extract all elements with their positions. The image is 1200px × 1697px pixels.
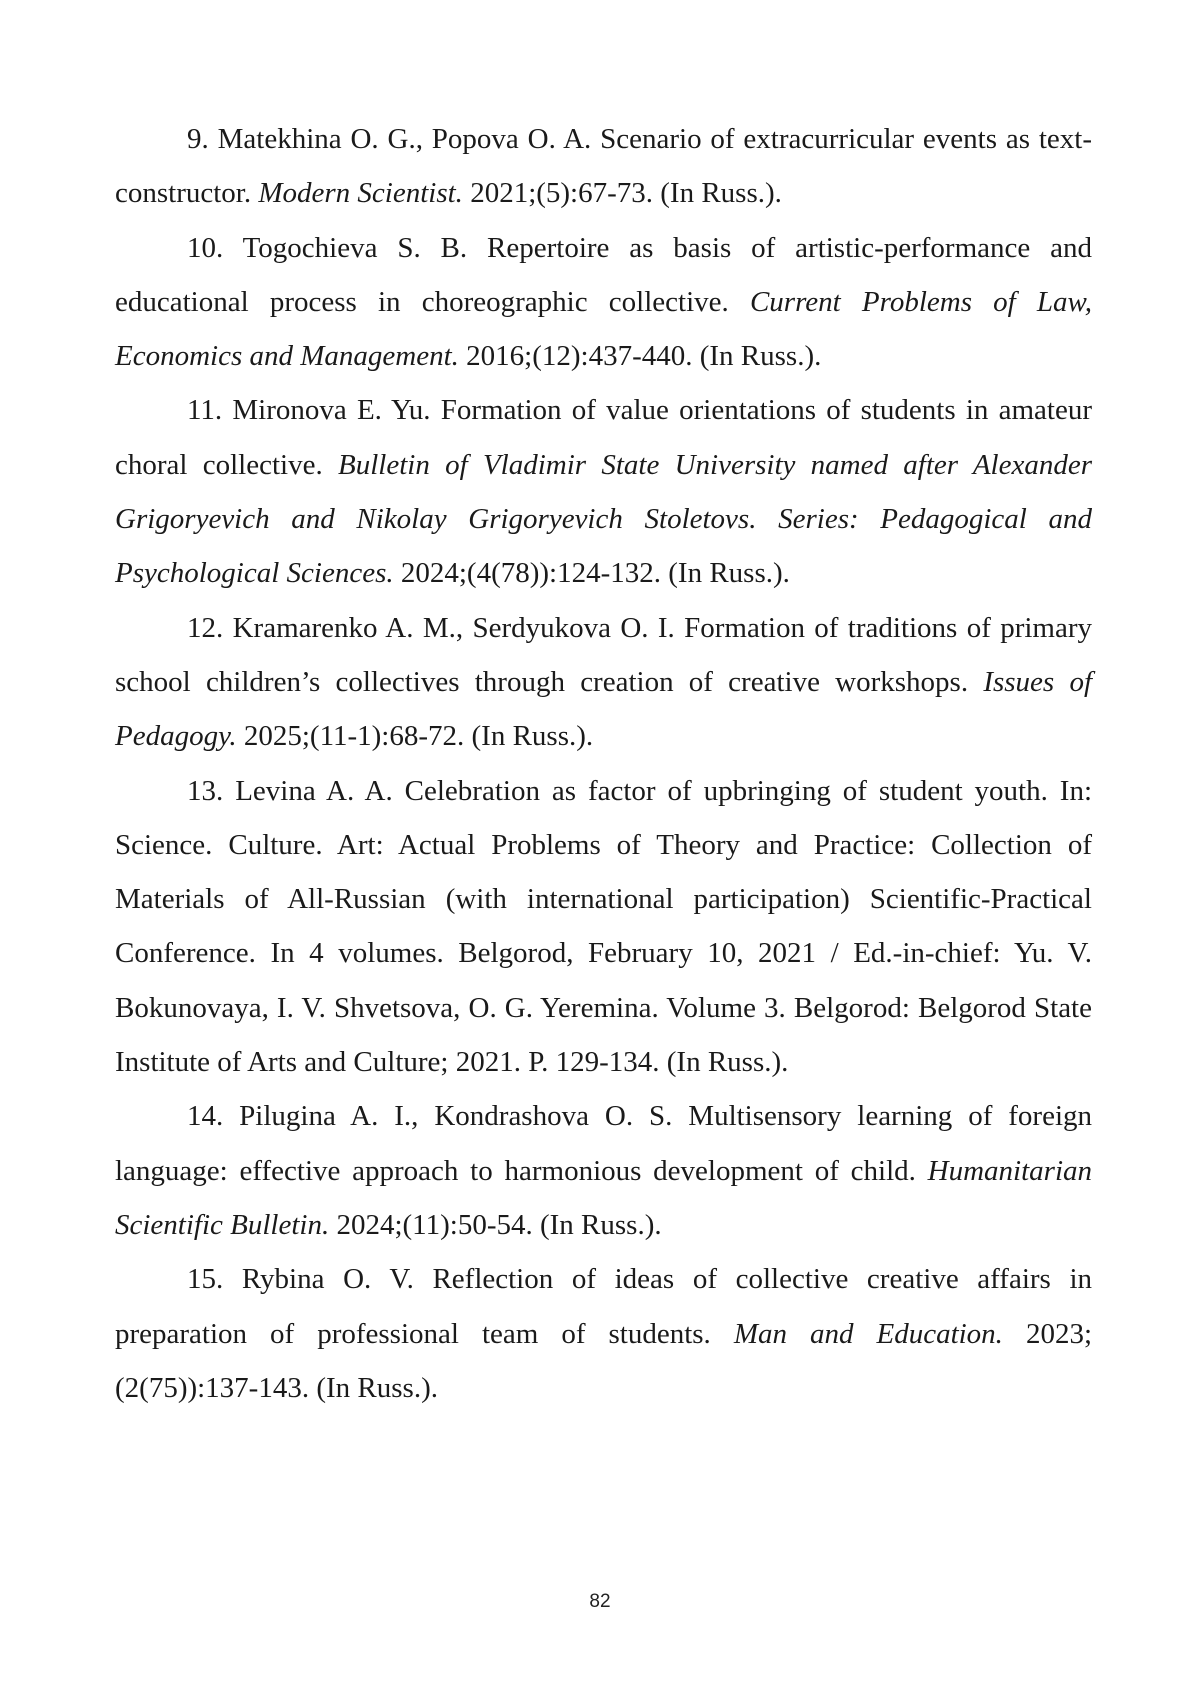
reference-item — [115, 112, 1092, 221]
reference-number: 13. — [187, 774, 224, 807]
reference-details: 2025;(11-1):68-72. (In Russ.). — [236, 720, 594, 753]
reference-source-title: Bulletin of Vladimir State University named after Alexander Grigoryevich and Nikolay Grigoryevich Stoletovs. Series: Pedagogical and Psychological Sciences. — [115, 448, 1092, 590]
reference-source-title: Issues of Pedagogy. — [115, 665, 1092, 753]
reference-item — [115, 1252, 1092, 1415]
reference-item — [115, 383, 1092, 600]
reference-text: Matekhina O. G., Popova O. A. Scenario of extracurricular events as text-constructor. — [115, 123, 1093, 210]
reference-details: 2024;(4(78)):124-132. (In Russ.). — [393, 557, 790, 590]
reference-number: 14. — [187, 1100, 224, 1133]
reference-text: Togochieva S. B. Repertoire as basis of artistic-performance and educational process in choreographic collective. — [115, 231, 1092, 318]
reference-item — [115, 221, 1092, 384]
reference-text: Pilugina A. I., Kondrashova O. S. Multisensory learning of foreign language: effective approach to harmonious development of child. — [115, 1100, 1093, 1187]
reference-text: Kramarenko A. M., Serdyukova O. I. Formation of traditions of primary school children’s collectives through creation of creative workshops. — [115, 611, 1092, 698]
reference-details: 2024;(11):50-54. (In Russ.). — [329, 1208, 662, 1241]
reference-source-title: Humanitarian Scientific Bulletin. — [115, 1154, 1092, 1241]
reference-item — [115, 764, 1092, 1090]
reference-number: 9. — [187, 123, 209, 155]
reference-details: 2016;(12):437-440. (In Russ.). — [458, 340, 822, 373]
reference-source-title: Man and Education. — [733, 1317, 1003, 1350]
reference-number: 10. — [187, 231, 224, 264]
reference-details: 2023;(2(75)):137-143. (In Russ.). — [115, 1317, 1093, 1404]
reference-details: 2021;(5):67-73. (In Russ.). — [462, 177, 782, 210]
reference-number: 12. — [187, 611, 224, 644]
reference-list — [115, 112, 1092, 1415]
page-number: 82 — [589, 1591, 611, 1612]
reference-item — [115, 601, 1092, 764]
reference-text: Rybina O. V. Reflection of ideas of collective creative affairs in preparation of professional team of students. — [115, 1263, 1093, 1350]
reference-text: Levina A. A. Celebration as factor of upbringing of student youth. In: Science. Culture. Art: Actual Problems of Theory and Practice: Collection of Materials of All-Russian (with international participation) Scientific-Practical Conference. In 4 volumes. Belgorod, February 10, 2021 / Ed.-in-chief: Yu. V. Bokunovaya, I. V. Shvetsova, O. G. Yeremina. Volume 3. Belgorod: Belgorod State Institute of Arts and Culture; 2021. P. 129-134. (In Russ.). — [115, 774, 1093, 1079]
reference-text: Mironova E. Yu. Formation of value orientations of students in amateur choral collective. — [115, 394, 1092, 481]
reference-source-title: Modern Scientist. — [258, 177, 463, 210]
reference-item — [115, 1089, 1092, 1252]
reference-number: 15. — [187, 1263, 224, 1296]
reference-source-title: Current Problems of Law, Economics and Management. — [115, 285, 1092, 373]
reference-number: 11. — [187, 394, 223, 427]
